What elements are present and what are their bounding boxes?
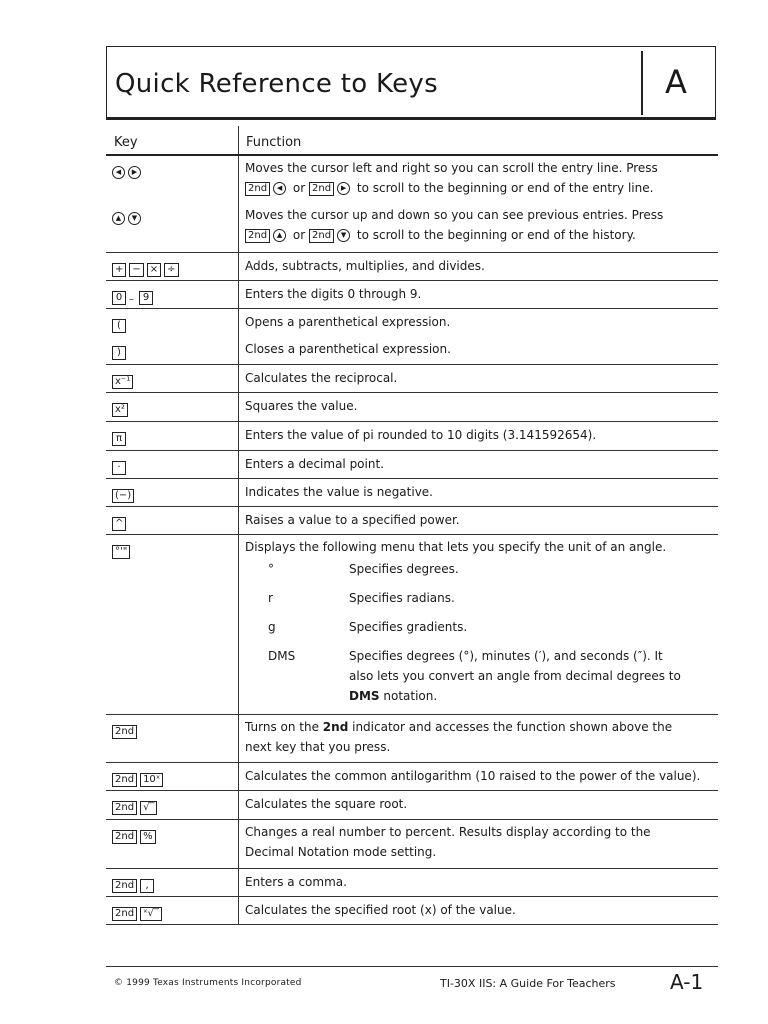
bold-2nd: 2nd	[322, 720, 349, 734]
function-text: Squares the value.	[245, 399, 358, 413]
key-cell	[112, 797, 160, 816]
menu-desc-end: notation.	[383, 689, 438, 703]
header-function: Function	[246, 135, 302, 150]
or-text: or	[292, 181, 306, 195]
key-cell	[112, 541, 133, 560]
title-divider	[641, 51, 643, 115]
table-row	[106, 791, 718, 820]
2nd-key: 2nd	[112, 773, 137, 787]
10x-key: 10ˣ	[140, 773, 163, 787]
comma-key: ,	[140, 879, 154, 893]
right-arrow-icon: ▶	[128, 166, 141, 179]
table-row	[106, 281, 718, 309]
function-text: Moves the cursor up and down so you can see previous entries. Press	[245, 208, 664, 222]
key-cell	[112, 513, 129, 532]
down-arrow-icon: ▼	[128, 212, 141, 225]
percent-key: %	[140, 830, 156, 844]
key-cell	[112, 371, 136, 390]
menu-symbol: r	[268, 591, 273, 605]
menu-symbol: DMS	[268, 649, 296, 663]
negative-key: (−)	[112, 489, 134, 503]
function-text: Changes a real number to percent. Results display according to the	[245, 825, 651, 839]
function-text: Enters the value of pi rounded to 10 digits (3.141592654).	[245, 428, 597, 442]
menu-symbol: °	[268, 562, 274, 576]
menu-desc: Specifies degrees.	[349, 562, 459, 576]
2nd-key: 2nd	[112, 879, 137, 893]
table-row	[106, 763, 718, 791]
function-text: Adds, subtracts, multiplies, and divides.	[245, 259, 485, 273]
digit-0-key: 0	[112, 291, 126, 305]
key-cell	[112, 342, 129, 361]
key-cell	[112, 399, 131, 418]
close-paren-key: )	[112, 346, 126, 360]
plus-key: +	[112, 263, 126, 277]
table-row	[106, 535, 718, 715]
up-arrow-icon: ▲	[112, 212, 125, 225]
2nd-key: 2nd	[112, 801, 137, 815]
key-cell	[112, 428, 129, 447]
up-arrow-icon: ▲	[273, 229, 286, 242]
reciprocal-key: x⁻¹	[112, 375, 133, 389]
table-row	[106, 365, 718, 393]
key-cell	[112, 485, 137, 504]
page-number: A-1	[670, 970, 704, 994]
left-arrow-icon: ◀	[273, 182, 286, 195]
table-row	[106, 507, 718, 535]
copyright: © 1999 Texas Instruments Incorporated	[114, 978, 302, 988]
down-arrow-icon: ▼	[337, 229, 350, 242]
key-cell	[112, 208, 144, 227]
header-key: Key	[114, 135, 138, 150]
function-text: to scroll to the beginning or end of the history.	[356, 228, 636, 242]
open-paren-key: (	[112, 319, 126, 333]
decimal-key: ·	[112, 461, 126, 475]
menu-symbol: g	[268, 620, 276, 634]
table-row	[106, 253, 718, 281]
function-cell	[245, 822, 715, 862]
dms-bold: DMS	[349, 689, 380, 703]
left-arrow-icon: ◀	[112, 166, 125, 179]
function-text: Enters a decimal point.	[245, 457, 384, 471]
menu-desc: also lets you convert an angle from decimal degrees to	[349, 669, 681, 683]
menu-desc: Specifies gradients.	[349, 620, 468, 634]
function-text: Calculates the square root.	[245, 797, 408, 811]
table-row	[106, 897, 718, 925]
2nd-key: 2nd	[112, 907, 137, 921]
key-2nd: 2nd	[309, 229, 334, 243]
table-row	[106, 715, 718, 763]
function-text: Opens a parenthetical expression.	[245, 315, 451, 329]
function-text: to scroll to the beginning or end of the entry line.	[356, 181, 654, 195]
function-cell	[245, 717, 715, 757]
title-box	[106, 46, 716, 120]
function-text: Enters a comma.	[245, 875, 347, 889]
divide-key: ÷	[164, 263, 178, 277]
key-2nd: 2nd	[245, 182, 270, 196]
footer-divider	[106, 966, 718, 967]
multiply-key: ×	[147, 263, 161, 277]
angle-key: °'"	[112, 545, 130, 559]
menu-desc	[349, 686, 437, 706]
sqrt-key: √‾	[140, 801, 157, 815]
table-row	[106, 869, 718, 897]
table-row	[106, 451, 718, 479]
appendix-letter: A	[665, 63, 687, 101]
table-row	[106, 479, 718, 507]
key-cell	[112, 162, 144, 181]
dash: –	[129, 294, 134, 305]
function-text: Enters the digits 0 through 9.	[245, 287, 422, 301]
reference-table	[106, 126, 718, 919]
menu-desc: Specifies radians.	[349, 591, 455, 605]
page-title: Quick Reference to Keys	[115, 69, 438, 99]
key-cell	[112, 287, 156, 306]
key-cell	[112, 903, 165, 922]
function-text: Turns on the	[245, 720, 319, 734]
function-cell	[245, 158, 715, 198]
power-key: ^	[112, 517, 126, 531]
guide-title: TI-30X IIS: A Guide For Teachers	[440, 977, 616, 990]
table-row	[106, 309, 718, 365]
key-cell	[112, 259, 182, 278]
function-text: Raises a value to a specified power.	[245, 513, 460, 527]
square-key: x²	[112, 403, 128, 417]
table-row	[106, 156, 718, 253]
table-row	[106, 393, 718, 422]
xroot-key: ˣ√‾	[140, 907, 162, 921]
function-text: Decimal Notation mode setting.	[245, 845, 437, 859]
function-text: Moves the cursor left and right so you can scroll the entry line. Press	[245, 161, 658, 175]
table-row	[106, 422, 718, 451]
function-text: next key that you press.	[245, 740, 391, 754]
key-cell	[112, 457, 129, 476]
function-text: Displays the following menu that lets you specify the unit of an angle.	[245, 540, 667, 554]
digit-9-key: 9	[139, 291, 153, 305]
function-text: Calculates the common antilogarithm (10 raised to the power of the value).	[245, 769, 701, 783]
key-cell	[112, 315, 129, 334]
key-2nd: 2nd	[245, 229, 270, 243]
table-header	[106, 126, 718, 156]
key-cell	[112, 826, 159, 845]
minus-key: −	[129, 263, 143, 277]
function-cell	[245, 205, 715, 245]
key-cell	[112, 769, 166, 788]
key-2nd: 2nd	[309, 182, 334, 196]
menu-desc: Specifies degrees (°), minutes (′), and seconds (″). It	[349, 649, 663, 663]
table-row	[106, 820, 718, 869]
2nd-key: 2nd	[112, 725, 137, 739]
right-arrow-icon: ▶	[337, 182, 350, 195]
2nd-key: 2nd	[112, 830, 137, 844]
pi-key: π	[112, 432, 126, 446]
function-text: indicator and accesses the function shown above the	[352, 720, 673, 734]
key-cell	[112, 875, 157, 894]
function-text: Closes a parenthetical expression.	[245, 342, 451, 356]
or-text: or	[292, 228, 306, 242]
function-text: Calculates the specified root (x) of the value.	[245, 903, 516, 917]
key-cell	[112, 721, 140, 740]
function-text: Indicates the value is negative.	[245, 485, 433, 499]
function-text: Calculates the reciprocal.	[245, 371, 398, 385]
